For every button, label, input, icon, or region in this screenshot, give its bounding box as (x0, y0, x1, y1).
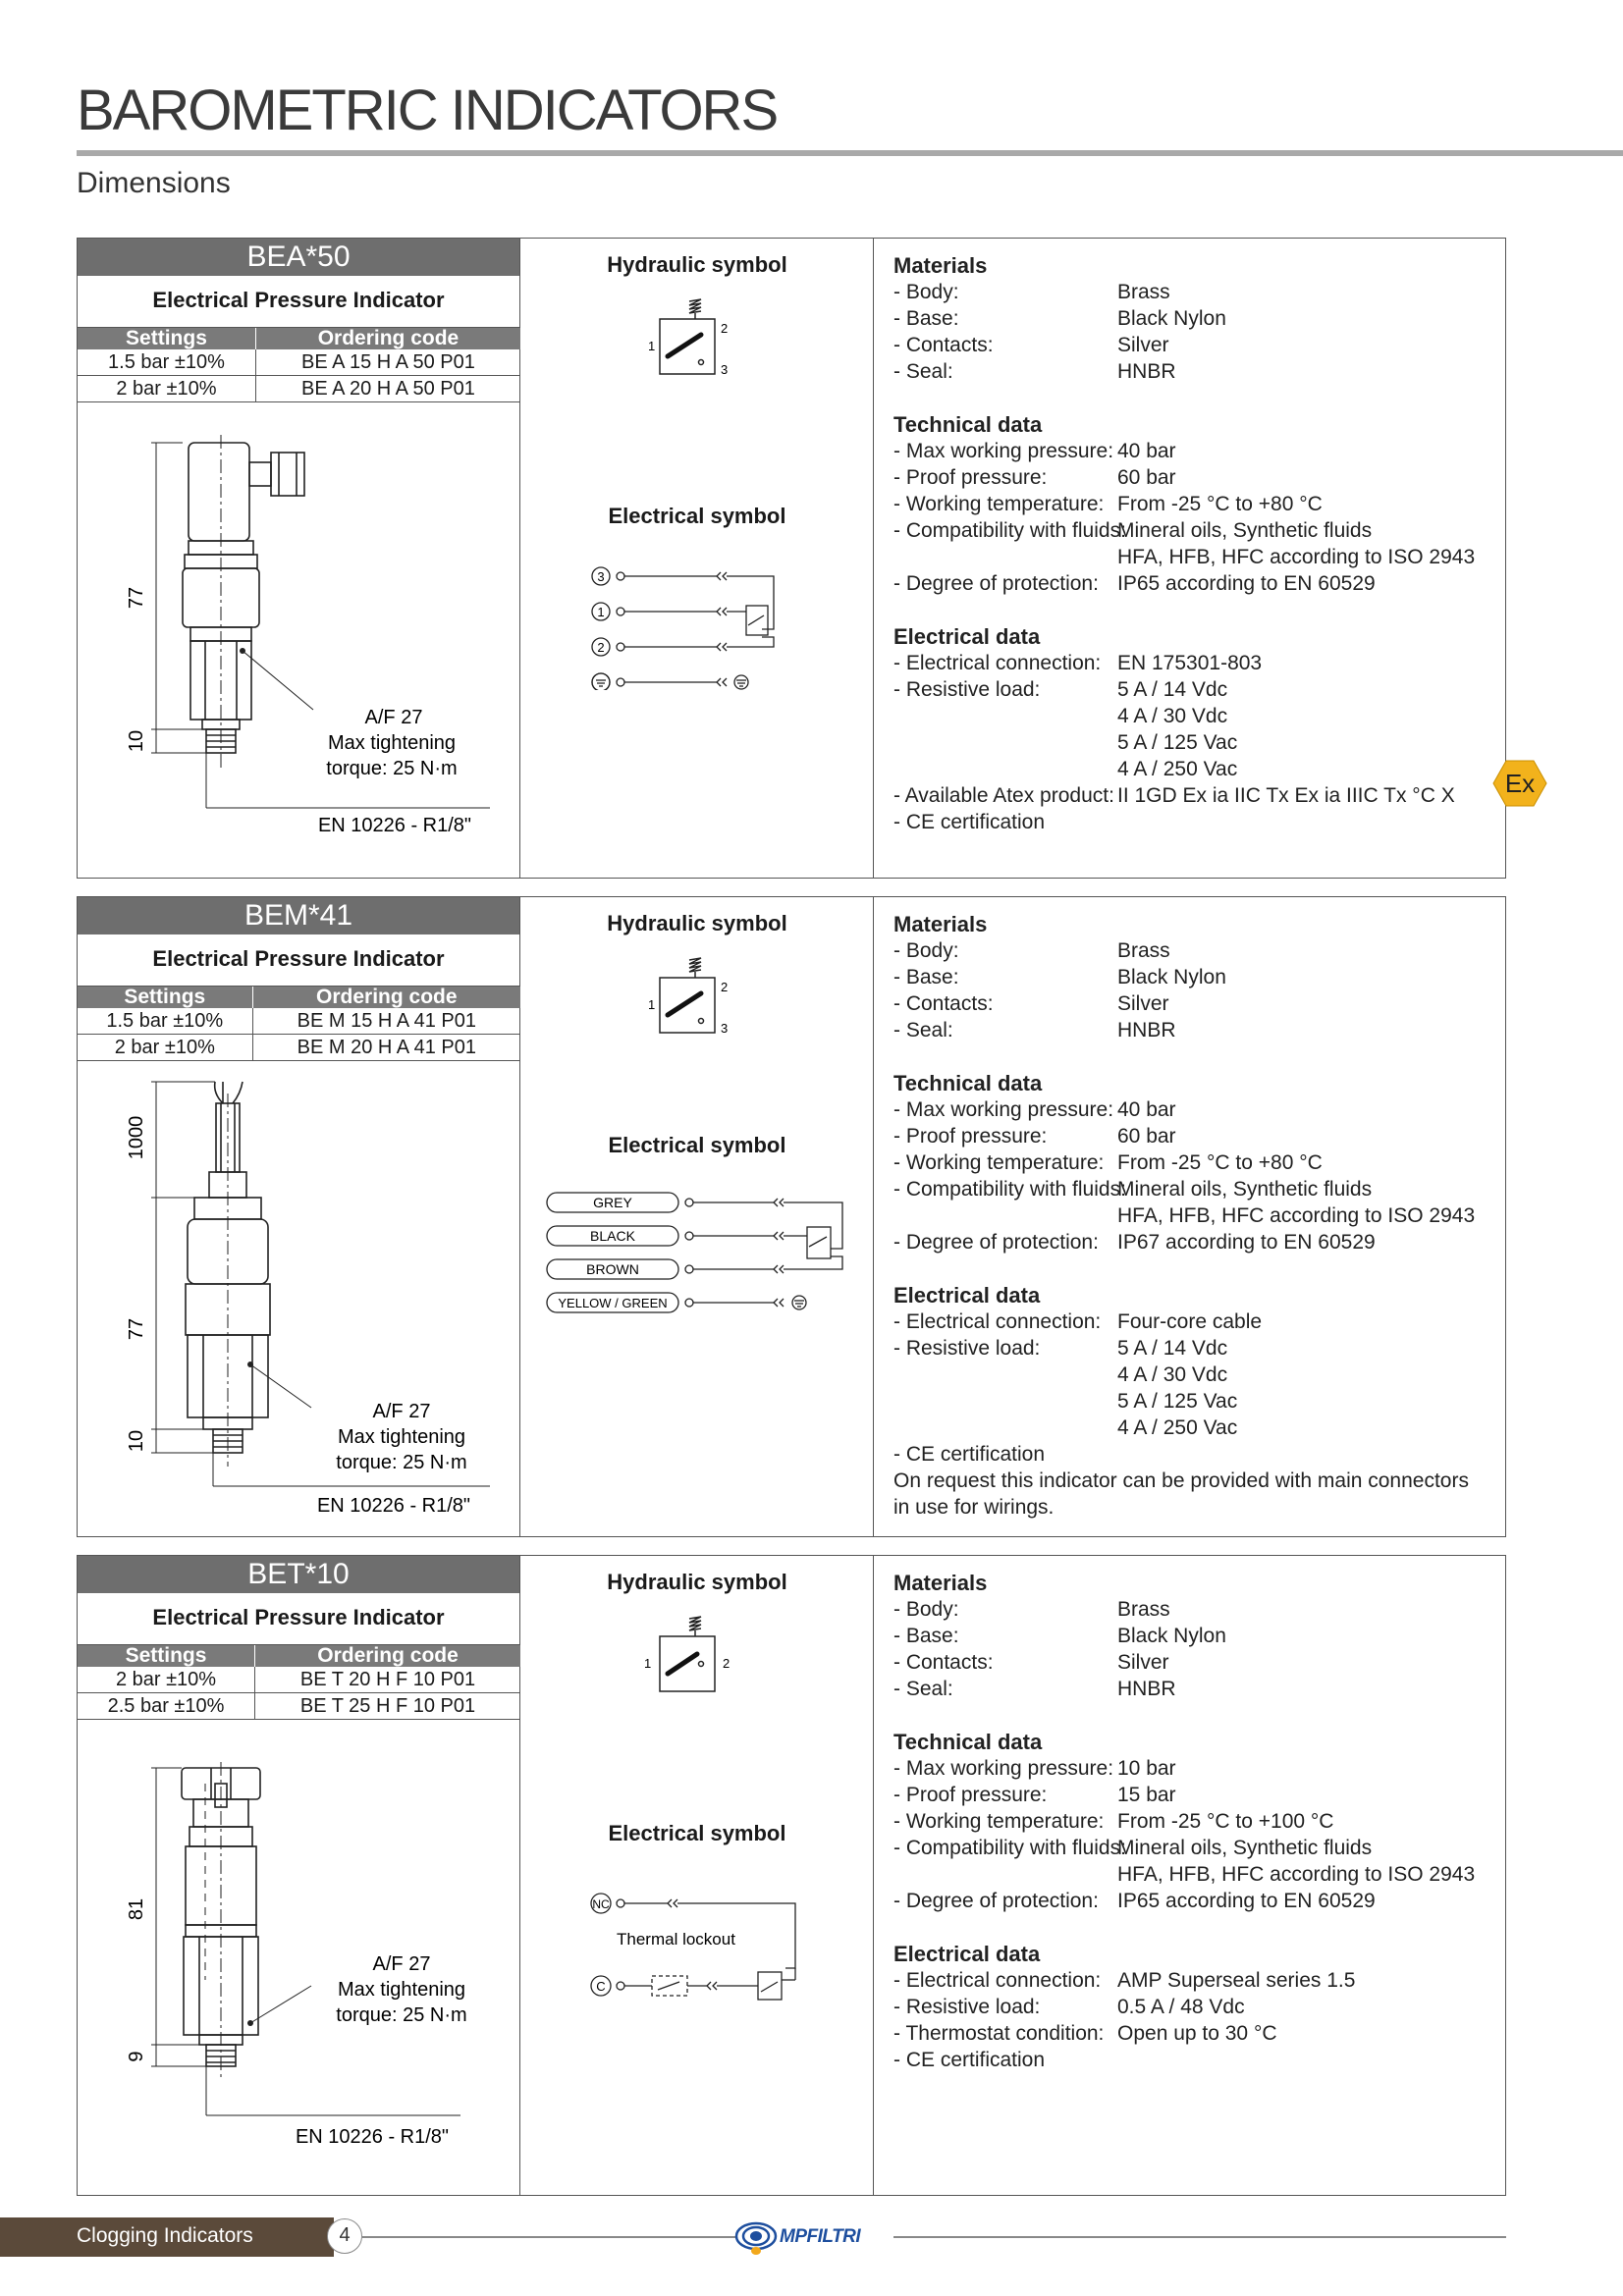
spec-value: HFA, HFB, HFC according to ISO 2943 (1117, 1863, 1476, 1886)
symbols-column (520, 1556, 874, 2195)
spec-value: II 1GD Ex ia IIC Tx Ex ia IIIC Tx °C X (1117, 784, 1455, 807)
spec-key: - Contacts: (893, 332, 1117, 358)
spec-row (893, 809, 1475, 835)
thread-spec-label: EN 10226 - R1/8" (316, 1495, 471, 1517)
spec-row-continued (893, 756, 1475, 782)
dim-thread-length: 9 (126, 2051, 147, 2062)
spec-row-continued (893, 544, 1475, 570)
spec-key: - Contacts: (893, 1649, 1117, 1676)
model-header: BEM*41 (78, 897, 519, 934)
spec-row-continued (893, 1362, 1475, 1388)
spec-value: 5 A / 14 Vdc (1117, 678, 1228, 701)
spec-row (893, 1835, 1475, 1861)
spec-value: From -25 °C to +80 °C (1117, 1151, 1323, 1174)
spec-value: Brass (1117, 281, 1170, 303)
spec-key: - Resistive load: (893, 676, 1117, 703)
spec-row (893, 650, 1475, 676)
atex-logo-text: Ex (1504, 769, 1536, 798)
spec-value: Mineral oils, Synthetic fluids (1117, 1178, 1373, 1201)
dimension-drawing (78, 415, 520, 877)
spec-key: - CE certification (893, 1441, 1117, 1468)
product-type: Electrical Pressure Indicator (78, 1593, 519, 1645)
spec-value: IP65 according to EN 60529 (1117, 572, 1376, 595)
spec-row-continued (893, 729, 1475, 756)
port-3-label: 3 (721, 1021, 729, 1036)
spec-key: - Proof pressure: (893, 464, 1117, 491)
spec-key: - Compatibility with fluids: (893, 1176, 1117, 1202)
technical-heading: Technical data (893, 1730, 1043, 1754)
spec-row (893, 1441, 1475, 1468)
table-row (78, 1035, 520, 1061)
spec-value: 40 bar (1117, 1098, 1176, 1121)
spec-value: Brass (1117, 939, 1170, 962)
dim-height: 77 (126, 1317, 147, 1341)
note-line: in use for wirings. (893, 1496, 1055, 1519)
spec-row (893, 332, 1475, 358)
specs-column (874, 897, 1505, 1536)
spec-key: - Degree of protection: (893, 570, 1117, 597)
spec-key: - Base: (893, 1623, 1117, 1649)
settings-header: Settings (78, 1645, 255, 1667)
spec-key: - Proof pressure: (893, 1782, 1117, 1808)
spec-row (893, 1123, 1475, 1149)
setting-cell: 2 bar ±10% (78, 376, 255, 402)
torque-label-line2: torque: 25 N·m (336, 1452, 467, 1473)
setting-cell: 2.5 bar ±10% (78, 1693, 255, 1720)
setting-cell: 1.5 bar ±10% (78, 349, 255, 376)
materials-heading: Materials (893, 912, 988, 936)
brand-logo (734, 2218, 892, 2258)
spec-row-continued (893, 1202, 1475, 1229)
technical-heading: Technical data (893, 1071, 1043, 1095)
spec-key: - Contacts: (893, 990, 1117, 1017)
hydraulic-symbol (638, 954, 756, 1062)
spec-row (893, 1017, 1475, 1043)
terminal-c-label: C (596, 1979, 606, 1994)
spec-key: - CE certification (893, 809, 1117, 835)
spec-key: - Proof pressure: (893, 1123, 1117, 1149)
spec-value: 5 A / 125 Vac (1117, 1390, 1238, 1413)
code-cell: BE M 20 H A 41 P01 (252, 1035, 520, 1061)
page-subtitle: Dimensions (77, 167, 231, 199)
dimension-drawing (78, 1733, 520, 2194)
spec-row (893, 1808, 1475, 1835)
wire-yellow-green-label: YELLOW / GREEN (558, 1296, 668, 1310)
product-type: Electrical Pressure Indicator (78, 276, 519, 328)
atex-logo-icon (1492, 759, 1547, 808)
spec-value: Open up to 30 °C (1117, 2022, 1277, 2045)
spec-key: - Resistive load: (893, 1994, 1117, 2020)
code-cell: BE A 15 H A 50 P01 (255, 349, 520, 376)
dim-height: 77 (126, 586, 147, 610)
spec-value: 0.5 A / 48 Vdc (1117, 1996, 1245, 2018)
spec-value: 60 bar (1117, 1125, 1176, 1148)
spec-value: Black Nylon (1117, 1625, 1226, 1647)
spec-key: - Working temperature: (893, 1808, 1117, 1835)
model-header: BEA*50 (78, 239, 519, 276)
spec-row (893, 1994, 1475, 2020)
electrical-heading: Electrical data (893, 1283, 1041, 1308)
spec-row (893, 782, 1475, 809)
spec-block (893, 911, 1475, 1521)
spec-value: Silver (1117, 334, 1169, 356)
hydraulic-symbol (638, 295, 756, 403)
table-header-row (78, 987, 520, 1008)
spec-value: 40 bar (1117, 440, 1176, 462)
ordering-code-header: Ordering code (255, 1645, 520, 1667)
wire-grey-label: GREY (593, 1195, 632, 1210)
spec-row (893, 464, 1475, 491)
model-header: BET*10 (78, 1556, 519, 1593)
thermal-lockout-label: Thermal lockout (617, 1930, 735, 1949)
spec-row (893, 1149, 1475, 1176)
spec-value: IP65 according to EN 60529 (1117, 1890, 1376, 1912)
spec-key: - Thermostat condition: (893, 2020, 1117, 2047)
spec-value: 5 A / 125 Vac (1117, 731, 1238, 754)
hex-size-label: A/F 27 (372, 1401, 431, 1422)
port-1-label: 1 (644, 1656, 652, 1671)
spec-value: HFA, HFB, HFC according to ISO 2943 (1117, 1204, 1476, 1227)
note-line: On request this indicator can be provided with main connectors (893, 1469, 1469, 1492)
spec-row (893, 1782, 1475, 1808)
spec-row (893, 2020, 1475, 2047)
technical-heading: Technical data (893, 412, 1043, 437)
spec-row (893, 1596, 1475, 1623)
spec-value: EN 175301-803 (1117, 652, 1263, 674)
spec-value: Four-core cable (1117, 1310, 1263, 1333)
spec-key: - Max working pressure: (893, 438, 1117, 464)
spec-value: 4 A / 30 Vdc (1117, 705, 1228, 727)
spec-row (893, 1649, 1475, 1676)
spec-row (893, 1308, 1475, 1335)
spec-key: - Compatibility with fluids: (893, 517, 1117, 544)
spec-value: Brass (1117, 1598, 1170, 1621)
spec-value: 4 A / 250 Vac (1117, 758, 1238, 780)
spec-row (893, 279, 1475, 305)
table-row (78, 376, 520, 402)
spec-value: 15 bar (1117, 1784, 1176, 1806)
electrical-symbol-title: Electrical symbol (608, 1821, 786, 1845)
spec-key: - Electrical connection: (893, 1308, 1117, 1335)
thread-spec-label: EN 10226 - R1/8" (295, 2126, 450, 2148)
spec-value: Silver (1117, 992, 1169, 1015)
spec-value: HNBR (1117, 1019, 1176, 1041)
product-column (78, 1556, 520, 2195)
setting-cell: 2 bar ±10% (78, 1667, 255, 1693)
product-column (78, 897, 520, 1536)
spec-block (893, 1570, 1475, 2073)
page-title: BAROMETRIC INDICATORS (77, 79, 778, 142)
electrical-symbol (546, 1190, 870, 1317)
spec-row (893, 358, 1475, 385)
spec-row-continued (893, 1388, 1475, 1415)
spec-row (893, 1755, 1475, 1782)
table-row (78, 1667, 520, 1693)
spec-key: - Seal: (893, 358, 1117, 385)
spec-key: - Degree of protection: (893, 1229, 1117, 1255)
spec-key: - Working temperature: (893, 491, 1117, 517)
spec-row-continued (893, 1861, 1475, 1888)
spec-key: - Electrical connection: (893, 1967, 1117, 1994)
spec-value: Black Nylon (1117, 966, 1226, 988)
footer-label: Clogging Indicators (77, 2224, 253, 2247)
code-cell: BE A 20 H A 50 P01 (255, 376, 520, 402)
spec-value: From -25 °C to +100 °C (1117, 1810, 1334, 1833)
spec-key: - Seal: (893, 1017, 1117, 1043)
electrical-symbol (589, 562, 825, 690)
electrical-heading: Electrical data (893, 624, 1041, 649)
torque-label-line2: torque: 25 N·m (336, 2004, 467, 2026)
spec-value: Mineral oils, Synthetic fluids (1117, 1837, 1373, 1859)
spec-key: - Seal: (893, 1676, 1117, 1702)
code-cell: BE T 25 H F 10 P01 (255, 1693, 520, 1720)
spec-value: HNBR (1117, 1678, 1176, 1700)
title-rule (77, 150, 1623, 156)
spec-row (893, 1623, 1475, 1649)
ordering-table (78, 328, 520, 402)
spec-value: HNBR (1117, 360, 1176, 383)
setting-cell: 2 bar ±10% (78, 1035, 252, 1061)
wire-brown-label: BROWN (586, 1261, 639, 1277)
spec-value: IP67 according to EN 60529 (1117, 1231, 1376, 1254)
section-bea50 (77, 238, 1536, 879)
spec-row (893, 1967, 1475, 1994)
spec-value: From -25 °C to +80 °C (1117, 493, 1323, 515)
hydraulic-symbol (638, 1613, 756, 1721)
dim-thread-length: 10 (126, 729, 147, 753)
wire-black-label: BLACK (590, 1228, 635, 1244)
spec-row (893, 1176, 1475, 1202)
torque-label-line1: Max tightening (327, 732, 457, 754)
spec-row (893, 990, 1475, 1017)
dim-height: 81 (126, 1897, 147, 1921)
terminal-label: 2 (597, 640, 605, 655)
electrical-symbol-title: Electrical symbol (608, 1133, 786, 1157)
table-row (78, 1693, 520, 1720)
spec-key: - Degree of protection: (893, 1888, 1117, 1914)
dimension-drawing (78, 1074, 520, 1535)
section-bet10 (77, 1555, 1506, 2196)
specs-column (874, 239, 1536, 878)
spec-key: - Max working pressure: (893, 1096, 1117, 1123)
materials-heading: Materials (893, 253, 988, 278)
spec-value: 5 A / 14 Vdc (1117, 1337, 1228, 1360)
spec-key: - Body: (893, 937, 1117, 964)
spec-row (893, 2047, 1475, 2073)
port-2-label: 2 (723, 1656, 730, 1671)
electrical-symbol-title: Electrical symbol (608, 504, 786, 528)
brand-name: MPFILTRI (780, 2226, 861, 2247)
table-header-row (78, 328, 520, 349)
footer-rule (893, 2236, 1506, 2238)
spec-row (893, 676, 1475, 703)
port-3-label: 3 (721, 362, 729, 377)
port-1-label: 1 (648, 339, 656, 353)
spec-value: Silver (1117, 1651, 1169, 1674)
port-2-label: 2 (721, 980, 729, 994)
spec-key: - Available Atex product: (893, 782, 1117, 809)
product-column (78, 239, 520, 878)
spec-value: 4 A / 30 Vdc (1117, 1363, 1228, 1386)
spec-value: AMP Superseal series 1.5 (1117, 1969, 1356, 1992)
spec-value: 10 bar (1117, 1757, 1176, 1780)
spec-key: - Body: (893, 279, 1117, 305)
spec-row (893, 438, 1475, 464)
terminal-label: 3 (597, 569, 605, 584)
ordering-table (78, 1645, 520, 1720)
spec-key: - Base: (893, 305, 1117, 332)
setting-cell: 1.5 bar ±10% (78, 1008, 252, 1035)
spec-row (893, 964, 1475, 990)
port-2-label: 2 (721, 321, 729, 336)
ordering-code-header: Ordering code (255, 328, 520, 349)
table-row (78, 349, 520, 376)
spec-row (893, 570, 1475, 597)
hex-size-label: A/F 27 (372, 1953, 431, 1975)
symbols-column (520, 897, 874, 1536)
spec-row (893, 1335, 1475, 1362)
code-cell: BE M 15 H A 41 P01 (252, 1008, 520, 1035)
spec-value: Mineral oils, Synthetic fluids (1117, 519, 1373, 542)
spec-key: - Working temperature: (893, 1149, 1117, 1176)
torque-label-line2: torque: 25 N·m (326, 758, 458, 779)
spec-row (893, 937, 1475, 964)
spec-value: Black Nylon (1117, 307, 1226, 330)
spec-row-continued (893, 703, 1475, 729)
spec-row (893, 1676, 1475, 1702)
dim-thread-length: 10 (126, 1429, 147, 1453)
spec-row (893, 517, 1475, 544)
dim-cable-length: 1000 (126, 1115, 147, 1160)
spec-key: - Electrical connection: (893, 650, 1117, 676)
specs-column (874, 1556, 1505, 2195)
electrical-symbol (589, 1890, 825, 2007)
spec-key: - Body: (893, 1596, 1117, 1623)
thread-spec-label: EN 10226 - R1/8" (317, 815, 472, 836)
spec-value: 4 A / 250 Vac (1117, 1416, 1238, 1439)
torque-label-line1: Max tightening (337, 1979, 466, 2001)
spec-row (893, 1096, 1475, 1123)
spec-row (893, 305, 1475, 332)
spec-row (893, 491, 1475, 517)
torque-label-line1: Max tightening (337, 1426, 466, 1448)
settings-header: Settings (78, 987, 252, 1008)
electrical-heading: Electrical data (893, 1942, 1041, 1966)
spec-key: - Resistive load: (893, 1335, 1117, 1362)
port-1-label: 1 (648, 997, 656, 1012)
footer-rule (362, 2236, 735, 2238)
spec-block (893, 252, 1475, 835)
symbols-column (520, 239, 874, 878)
hydraulic-symbol-title: Hydraulic symbol (607, 911, 787, 935)
spec-key: - CE certification (893, 2047, 1117, 2073)
code-cell: BE T 20 H F 10 P01 (255, 1667, 520, 1693)
spec-row (893, 1888, 1475, 1914)
hydraulic-symbol-title: Hydraulic symbol (607, 252, 787, 277)
hydraulic-symbol-title: Hydraulic symbol (607, 1570, 787, 1594)
spec-key: - Base: (893, 964, 1117, 990)
product-type: Electrical Pressure Indicator (78, 934, 519, 987)
hex-size-label: A/F 27 (364, 707, 423, 728)
terminal-nc-label: NC (592, 1897, 610, 1911)
settings-header: Settings (78, 328, 255, 349)
spec-key: - Max working pressure: (893, 1755, 1117, 1782)
spec-key: - Compatibility with fluids: (893, 1835, 1117, 1861)
page-number: 4 (327, 2218, 362, 2254)
ordering-table (78, 987, 520, 1061)
spec-value: HFA, HFB, HFC according to ISO 2943 (1117, 546, 1476, 568)
terminal-label: 1 (597, 605, 605, 619)
table-header-row (78, 1645, 520, 1667)
section-bem41 (77, 896, 1506, 1537)
spec-value: 60 bar (1117, 466, 1176, 489)
spec-row-continued (893, 1415, 1475, 1441)
materials-heading: Materials (893, 1571, 988, 1595)
spec-row (893, 1229, 1475, 1255)
table-row (78, 1008, 520, 1035)
ordering-code-header: Ordering code (252, 987, 520, 1008)
